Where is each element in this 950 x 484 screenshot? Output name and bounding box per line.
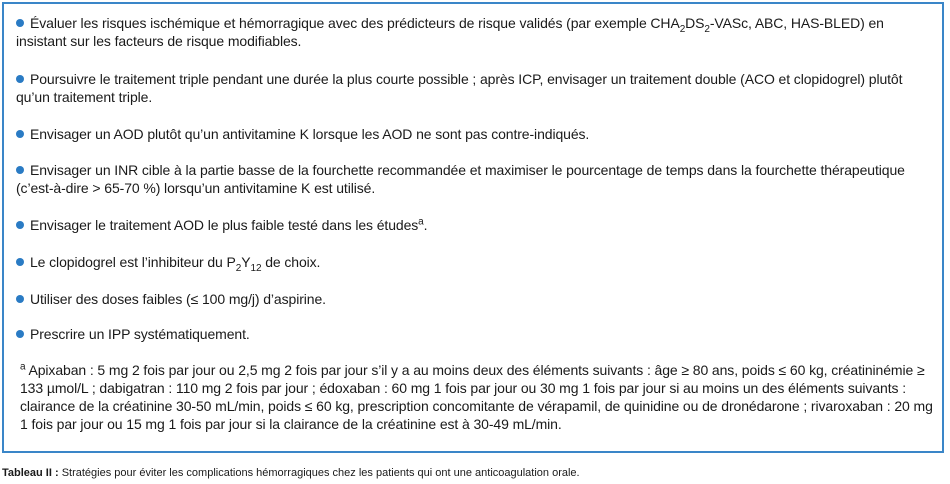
- dosage-footnote: [20, 361, 935, 433]
- bullet-text: Envisager le traitement AOD le plus faible testé dans les études: [30, 217, 419, 233]
- caption-text: Stratégies pour éviter les complications hémorragiques chez les patients qui ont une anticoagulation orale.: [58, 467, 580, 479]
- bullet-triple-therapy: [16, 70, 931, 106]
- bullet-aspirin: [16, 290, 931, 308]
- bullet-ipp: [16, 325, 931, 343]
- bullet-dot-icon: [16, 295, 24, 303]
- bullet-dot-icon: [16, 330, 24, 338]
- bullet-text: Le clopidogrel est l’inhibiteur du P: [30, 254, 236, 270]
- bullet-dot-icon: [16, 75, 24, 83]
- bullet-text: Envisager un INR cible à la partie basse de la fourchette recommandée et maximiser le pourcentage de temps dans la fourchette thérapeutique (c’est-à-dire > 65-70 %) lorsqu’un antivitamine K est utilisé.: [16, 162, 905, 196]
- bullet-clopidogrel: Le clopidogrel est l’inhibiteur du $P_2Y_{12}$ de choix.: [16, 253, 931, 271]
- bullet-text: Évaluer les risques ischémique et hémorragique avec des prédicteurs de risque validés (par exemple CHA: [30, 15, 680, 31]
- bullet-lowest-dose: Envisager le traitement AOD le plus faible testé dans les études$^a$.: [16, 216, 931, 234]
- footnote-text: Apixaban : 5 mg 2 fois par jour ou 2,5 mg 2 fois par jour s’il y a au moins deux des éléments suivants : âge ≥ 80 ans, poids ≤ 60 kg, créatininémie ≥ 133 µmol/L ; dabigatran : 110 mg 2 fois par jour ; édoxaban : 60 mg 1 fois par jour ou 30 mg 1 fois par jour si au moins un des éléments suivants : clairance de la créatinine 30-50 mL/min, poids ≤ 60 kg, prescription concomitante de vérapamil, de quinidine ou de dronédarone ; rivaroxaban : 20 mg 1 fois par jour ou 15 mg 1 fois par jour si la clairance de la créatinine est à 30-49 mL/min.: [20, 362, 933, 432]
- bullet-risk-assessment: Évaluer les risques ischémique et hémorragique avec des prédicteurs de risque validés (par exemple $CHA_2DS_2$-VASc, ABC, HAS-BLED) en insistant sur les facteurs de risque modifiables.: [16, 15, 884, 49]
- bullet-text: Poursuivre le traitement triple pendant une durée la plus courte possible ; après ICP, envisager un traitement double (ACO et clopidogrel) plutôt qu’un traitement triple.: [16, 71, 903, 105]
- bullet-dot-icon: [16, 258, 24, 266]
- bullet-aod-vs-avk: [16, 125, 931, 143]
- bullet-text: Envisager un AOD plutôt qu’un antivitamine K lorsque les AOD ne sont pas contre-indiqués.: [30, 126, 590, 142]
- bullet-text: Utiliser des doses faibles (≤ 100 mg/j) d’aspirine.: [30, 291, 326, 307]
- bullet-dot-icon: [16, 130, 24, 138]
- bullet-dot-icon: [16, 221, 24, 229]
- bullet-dot-icon: [16, 19, 24, 27]
- bullet-inr-target: [16, 161, 931, 197]
- bullet-dot-icon: [16, 166, 24, 174]
- table-caption: [2, 466, 942, 480]
- footnote-marker: a: [20, 361, 26, 373]
- caption-label: Tableau II :: [2, 467, 59, 479]
- strategies-table: [2, 2, 944, 453]
- bullet-text: Prescrire un IPP systématiquement.: [30, 326, 250, 342]
